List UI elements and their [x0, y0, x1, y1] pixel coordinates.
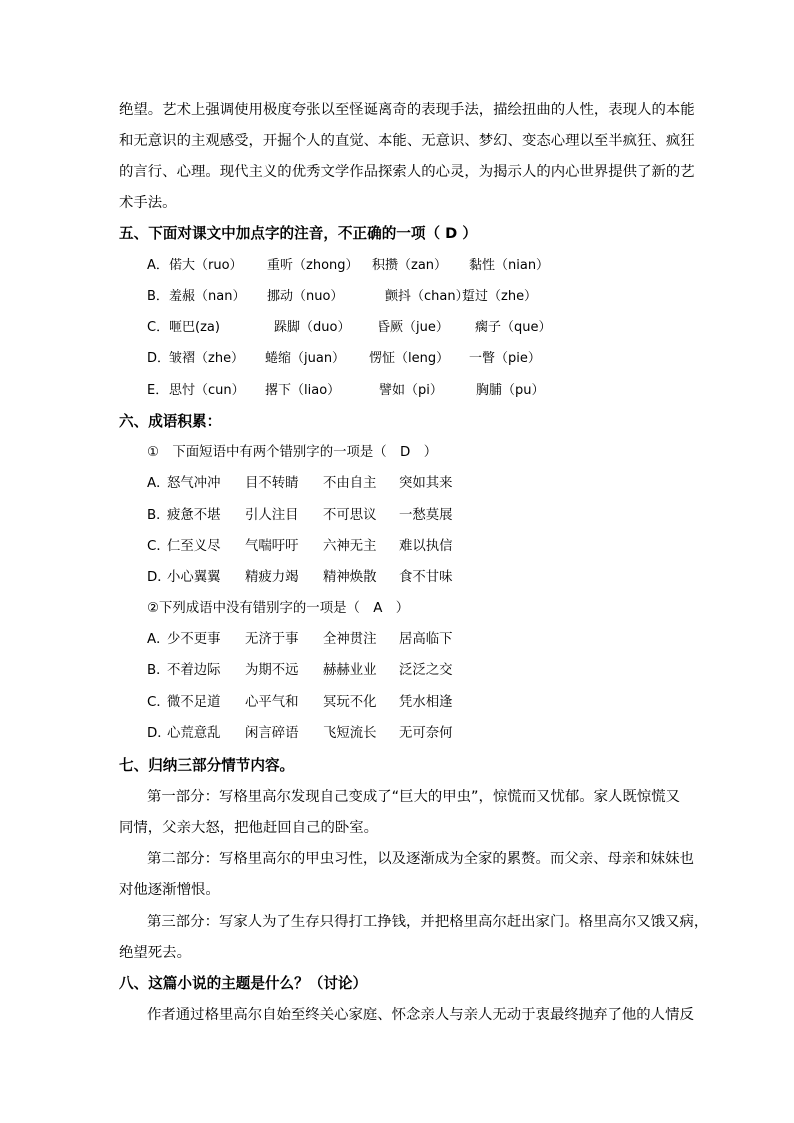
intro-line-4: 术手法。: [119, 195, 177, 211]
option-item: 无济于事: [245, 632, 299, 647]
option-item: 重听（zhong）: [267, 258, 359, 273]
section7-part2-line1: 第二部分：写格里高尔的甲虫习性，以及逐渐成为全家的累赘。而父亲、母亲和妹妹也: [147, 851, 694, 867]
option-item: 突如其来: [399, 476, 453, 491]
option-item: 仁至义尽: [167, 539, 221, 554]
option-label: A．: [147, 476, 170, 491]
option-label: B．: [147, 663, 170, 678]
option-item: 食不甘味: [399, 570, 453, 585]
option-item: 跺脚（duo）: [274, 320, 351, 335]
option-item: 愣怔（leng）: [369, 351, 450, 366]
option-item: 闲言碎语: [245, 726, 299, 741]
option-item: 微不足道: [167, 695, 221, 710]
section6-question-1: ① 下面短语中有两个错别字的一项是（ D ）: [147, 445, 438, 460]
option-item: 赫赫业业: [323, 663, 377, 678]
option-item: 撂下（liao）: [265, 383, 341, 398]
option-item: 咂巴(za): [169, 320, 220, 335]
option-item: 无可奈何: [399, 726, 453, 741]
option-item: 怒气冲冲: [167, 476, 221, 491]
section7-part2-line2: 对他逐渐憎恨。: [119, 882, 220, 898]
option-item: 偌大（ruo）: [169, 258, 243, 273]
section8-line1: 作者通过格里高尔自始至终关心家庭、怀念亲人与亲人无动于衷最终抛弃了他的人情反: [147, 1007, 694, 1023]
option-item: 黏性（nian）: [469, 258, 550, 273]
option-item: 譬如（pi）: [379, 383, 443, 398]
section7-heading: 七、归纳三部分情节内容。: [119, 757, 295, 774]
option-item: 胸脯（pu）: [476, 383, 545, 398]
option-label: A．: [147, 258, 169, 273]
option-item: 六神无主: [323, 539, 377, 554]
section5-heading: 五、下面对课文中加点字的注音，不正确的一项（ D ）: [119, 225, 477, 242]
option-item: 泛泛之交: [399, 663, 453, 678]
section7-part1-line2: 同情，父亲大怒，把他赶回自己的卧室。: [119, 820, 379, 836]
option-label: B．: [147, 289, 169, 304]
option-label: E．: [147, 383, 169, 398]
option-item: 积攒（zan）: [372, 258, 448, 273]
option-item: 昏厥（jue）: [377, 320, 449, 335]
option-label: D．: [147, 570, 171, 585]
intro-line-1: 绝望。艺术上强调使用极度夸张以至怪诞离奇的表现手法，描绘扭曲的人性，表现人的本能: [119, 102, 695, 118]
option-item: 不着边际: [167, 663, 221, 678]
option-item: 皱褶（zhe）: [169, 351, 245, 366]
option-item: 心荒意乱: [167, 726, 221, 741]
section8-heading: 八、这篇小说的主题是什么？（讨论）: [119, 975, 368, 992]
option-item: 心平气和: [245, 695, 299, 710]
option-item: 不可思议: [323, 508, 377, 523]
option-label: C．: [147, 320, 170, 335]
section6-question-2: ②下列成语中没有错别字的一项是（ A ）: [147, 601, 410, 616]
option-item: 冥玩不化: [323, 695, 377, 710]
option-item: 挪动（nuo）: [267, 289, 344, 304]
option-item: 瘸子（que）: [475, 320, 552, 335]
option-item: 气喘吁吁: [245, 539, 299, 554]
section7-part3-line2: 绝望死去。: [119, 945, 191, 961]
option-item: 引人注目: [245, 508, 299, 523]
option-item: 不由自主: [323, 476, 377, 491]
option-item: 目不转睛: [245, 476, 299, 491]
option-label: D．: [147, 726, 171, 741]
option-item: 居高临下: [399, 632, 453, 647]
option-label: C．: [147, 539, 170, 554]
option-item: 思忖（cun）: [169, 383, 245, 398]
section6-heading: 六、成语积累：: [119, 413, 222, 430]
option-item: 精疲力竭: [245, 570, 299, 585]
option-item: 颤抖（chan）: [385, 289, 469, 304]
option-item: 为期不远: [245, 663, 299, 678]
option-label: A．: [147, 632, 170, 647]
option-item: 全神贯注: [323, 632, 377, 647]
option-item: 飞短流长: [323, 726, 377, 741]
intro-line-2: 和无意识的主观感受，开掘个人的直觉、本能、无意识、梦幻、变态心理以至半疯狂、疯狂: [119, 133, 695, 149]
intro-line-3: 的言行、心理。现代主义的优秀文学作品探索人的心灵，为揭示人的内心世界提供了新的艺: [119, 164, 695, 180]
option-item: 蜷缩（juan）: [265, 351, 346, 366]
option-item: 难以执信: [399, 539, 453, 554]
option-label: C．: [147, 695, 170, 710]
option-item: 凭水相逢: [399, 695, 453, 710]
option-item: 少不更事: [167, 632, 221, 647]
option-item: 踅过（zhe）: [462, 289, 538, 304]
option-item: 羞赧（nan）: [169, 289, 246, 304]
section7-part3-line1: 第三部分：写家人为了生存只得打工挣钱，并把格里高尔赶出家门。格里高尔又饿又病，: [147, 914, 709, 930]
option-item: 小心翼翼: [167, 570, 221, 585]
option-item: 一瞥（pie）: [469, 351, 541, 366]
option-item: 一愁莫展: [399, 508, 453, 523]
option-item: 疲惫不堪: [167, 508, 221, 523]
section7-part1-line1: 第一部分：写格里高尔发现自己变成了“巨大的甲虫”，惊慌而又忧郁。家人既惊慌又: [147, 789, 680, 805]
option-label: B．: [147, 508, 170, 523]
option-item: 精神焕散: [323, 570, 377, 585]
option-label: D．: [147, 351, 171, 366]
